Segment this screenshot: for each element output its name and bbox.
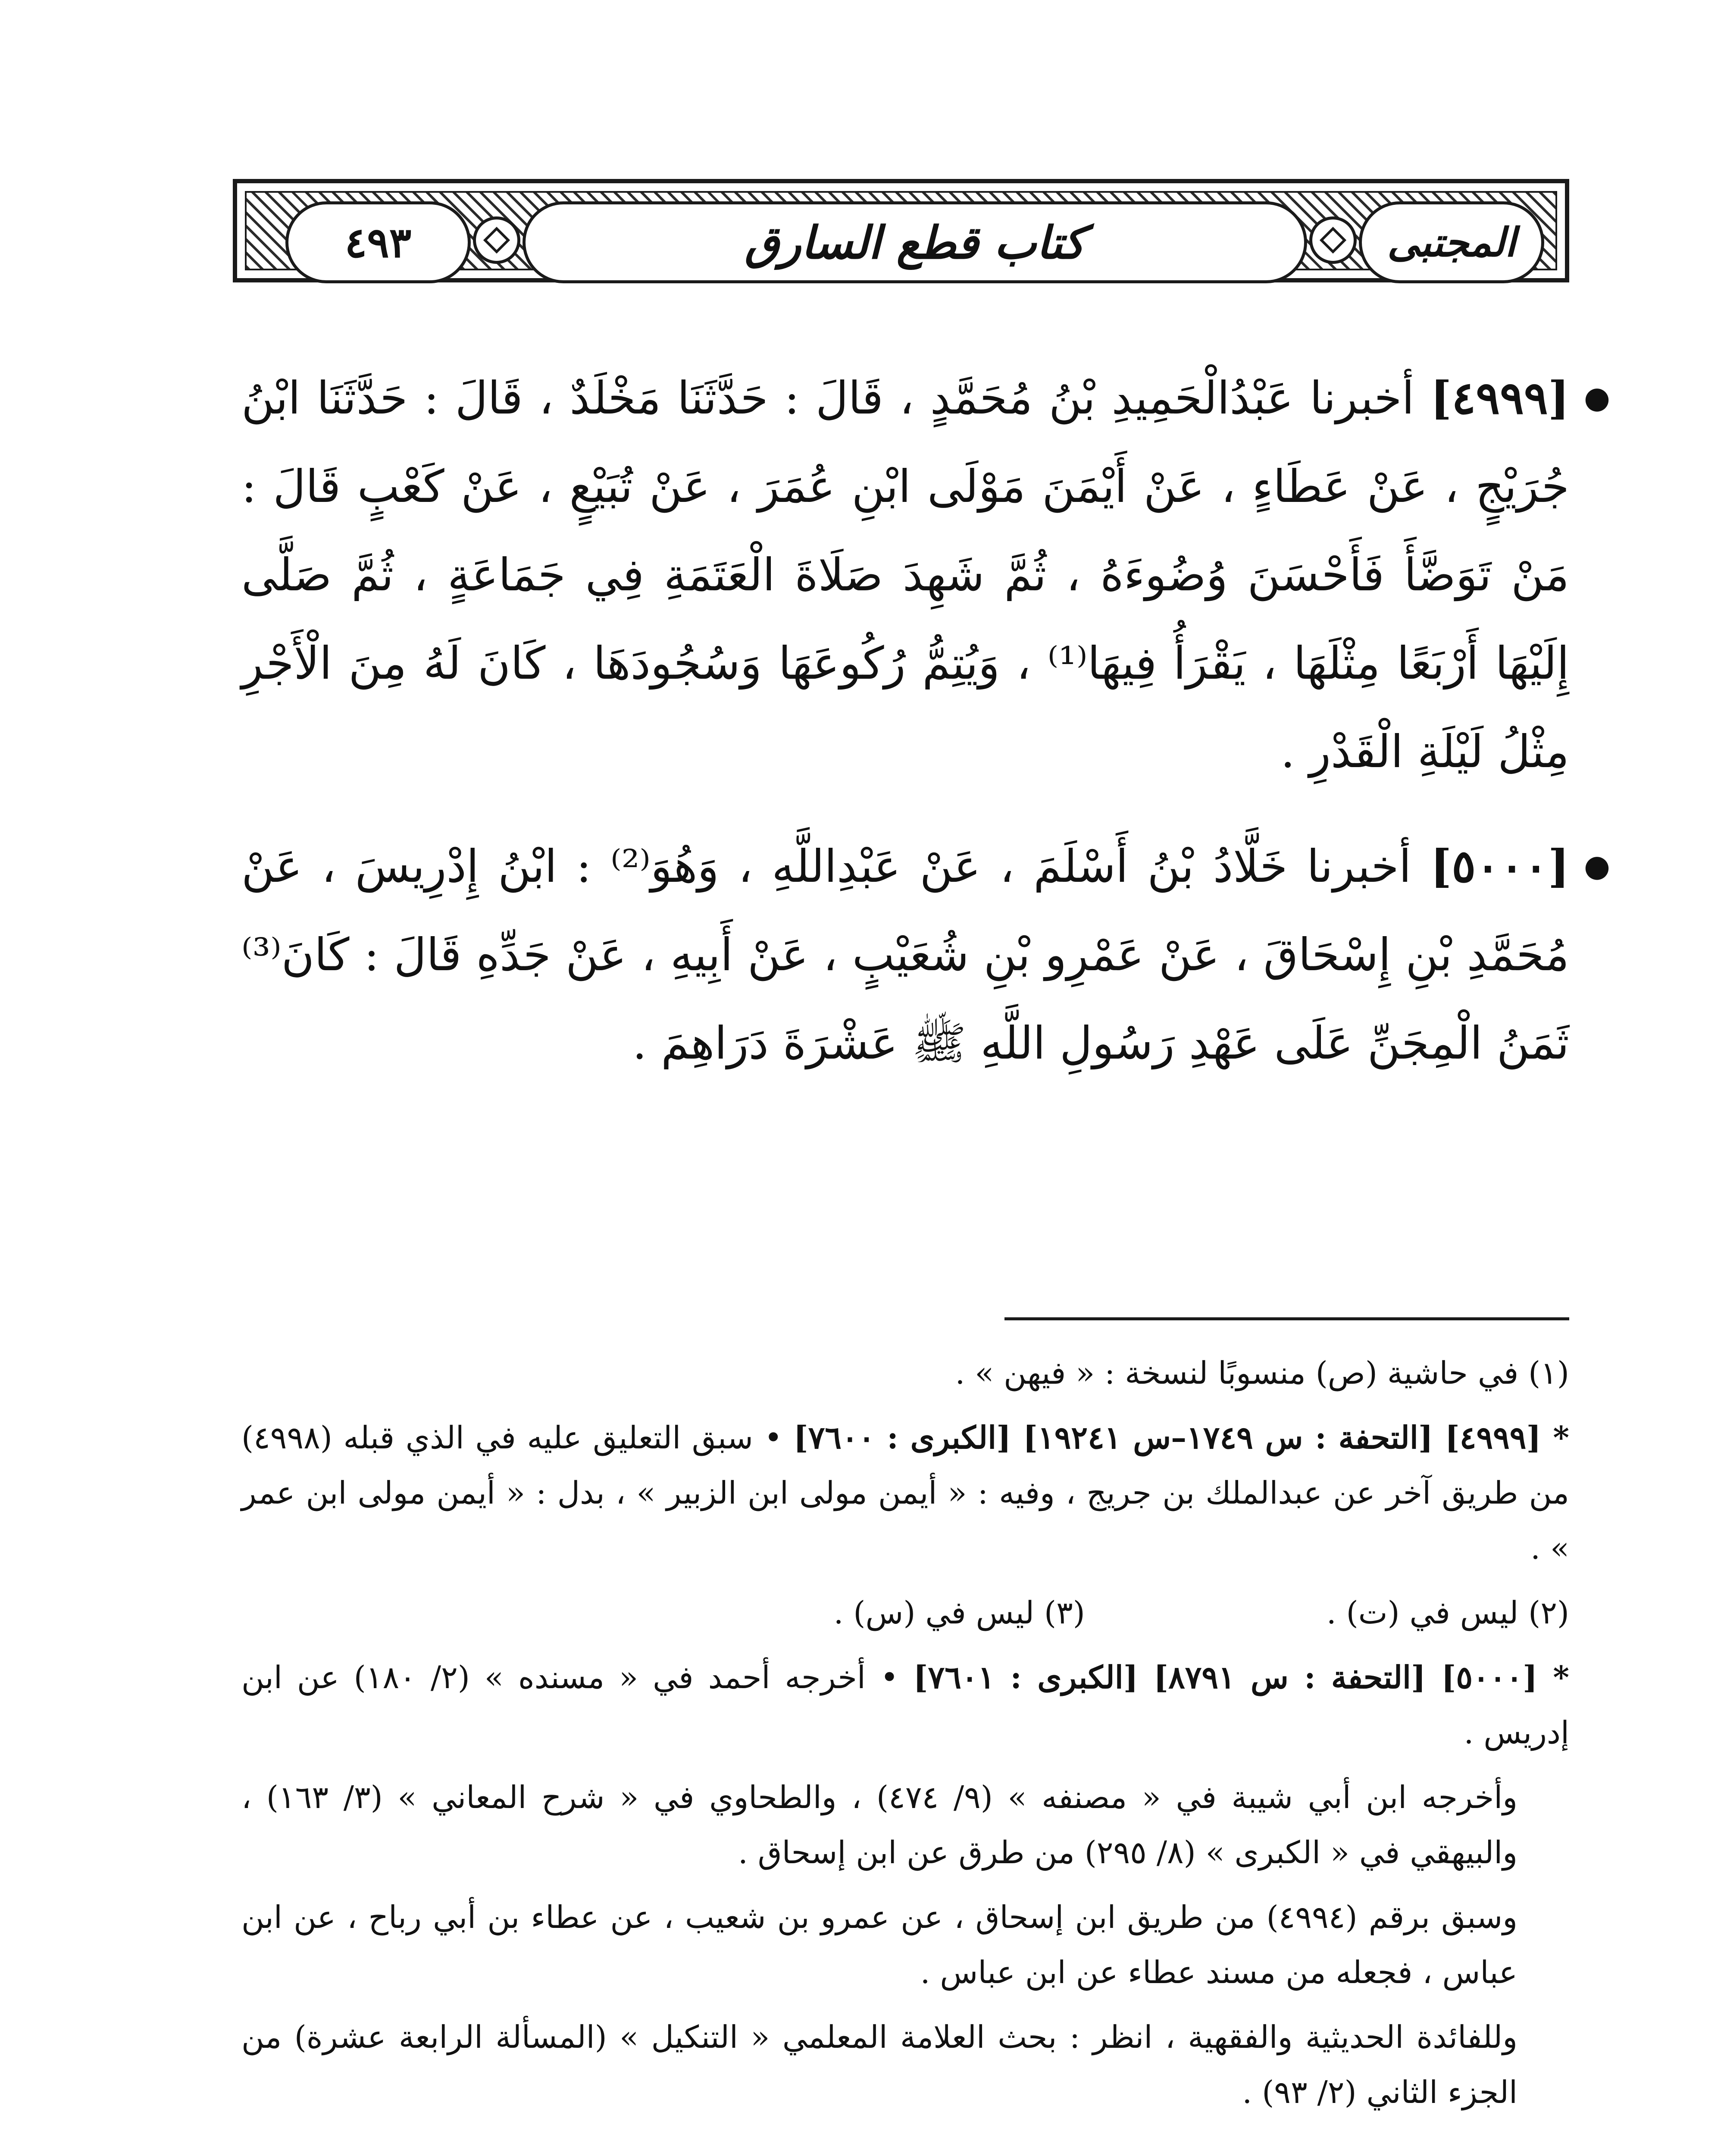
header-knot-ornament	[1309, 216, 1357, 264]
hadith-entry	[241, 354, 1610, 796]
series-logo: المجتبى	[1387, 219, 1516, 266]
commentary-5000	[241, 1650, 1569, 1760]
hadith-entry	[241, 822, 1610, 1087]
commentary-4999	[241, 1410, 1569, 1576]
page-number-cartouche	[285, 201, 471, 283]
page-header	[233, 179, 1569, 282]
footnotes	[241, 1345, 1569, 2120]
commentary-text: • سبق التعليق عليه في الذي قبله (٤٩٩٨) من طريق آخر عن عبدالملك بن جريج ، وفيه : « أيمن مولى ابن الزبير » ، بدل : « أيمن مولى ابن عمر » .	[241, 1420, 1569, 1566]
commentary-ref: * [٥٠٠٠] [التحفة : س ٨٧٩١] [الكبرى : ٧٦٠١]	[913, 1659, 1570, 1695]
commentary-text: • أخرجه أحمد في « مسنده » (٢/ ١٨٠) عن ابن إدريس .	[241, 1659, 1569, 1751]
footnote-pair	[241, 1585, 1569, 1640]
page-number: ٤٩٣	[344, 218, 412, 267]
header-knot-ornament	[473, 216, 520, 264]
hadith-number: [٥٠٠٠]	[1430, 840, 1569, 893]
footnote-3: (٣) ليس في (س) .	[833, 1595, 1085, 1631]
footnote-1: (١) في حاشية (ص) منسوبًا لنسخة : « فيهن » .	[955, 1355, 1569, 1391]
series-logo-cartouche	[1359, 201, 1544, 283]
header-ornament	[245, 191, 1557, 270]
commentary-paragraph: وأخرجه ابن أبي شيبة في « مصنفه » (٩/ ٤٧٤) ، والطحاوي في « شرح المعاني » (٣/ ١٦٣) ، والبيهقي في « الكبرى » (٨/ ٢٩٥) من طرق عن ابن إسحاق .	[241, 1779, 1517, 1871]
commentary-ref: * [٤٩٩٩] [التحفة : س ١٧٤٩–س ١٩٢٤١] [الكبرى : ٧٦٠٠]	[793, 1419, 1569, 1456]
bullet-icon: ●	[1583, 380, 1610, 415]
footnote-separator	[1004, 1317, 1569, 1320]
commentary-paragraph: وسبق برقم (٤٩٩٤) من طريق ابن إسحاق ، عن عمرو بن شعيب ، عن عطاء بن أبي رباح ، عن ابن عباس ، فجعله من مسند عطاء عن ابن عباس .	[241, 1899, 1517, 1990]
bullet-icon: ●	[1583, 848, 1610, 884]
hadith-text: أخبرنا عَبْدُالْحَمِيدِ بْنُ مُحَمَّدٍ ، قَالَ : حَدَّثَنَا مَخْلَدٌ ، قَالَ : حَدَّثَنَا ابْنُ جُرَيْجٍ ، عَنْ عَطَاءٍ ، عَنْ أَيْمَنَ مَوْلَى ابْنِ عُمَرَ ، عَنْ تُبَيْعٍ ، عَنْ كَعْبٍ قَالَ : مَنْ تَوَضَّأَ فَأَحْسَنَ وُضُوءَهُ ، ثُمَّ شَهِدَ صَلَاةَ الْعَتَمَةِ فِي جَمَاعَةٍ ، ثُمَّ صَلَّى إِلَيْهَا أَرْبَعًا مِثْلَهَا ، يَقْرَأُ فِيهَا⁽¹⁾ ، وَيُتِمُّ رُكُوعَهَا وَسُجُودَهَا ، كَانَ لَهُ مِنَ الْأَجْرِ مِثْلُ لَيْلَةِ الْقَدْرِ .	[241, 372, 1569, 778]
hadith-text: أخبرنا خَلَّادُ بْنُ أَسْلَمَ ، عَنْ عَبْدِاللَّهِ ، وَهُوَ⁽²⁾ : ابْنُ إِدْرِيسَ ، عَنْ مُحَمَّدِ بْنِ إِسْحَاقَ ، عَنْ عَمْرِو بْنِ شُعَيْبٍ ، عَنْ أَبِيهِ ، عَنْ جَدِّهِ قَالَ : كَانَ⁽³⁾ ثَمَنُ الْمِجَنِّ عَلَى عَهْدِ رَسُولِ اللَّهِ ﷺ عَشْرَةَ دَرَاهِمَ .	[241, 840, 1569, 1069]
book-title-cartouche	[523, 201, 1307, 283]
main-text	[241, 354, 1610, 1113]
footnote-2: (٢) ليس في (ت) .	[1326, 1595, 1569, 1631]
commentary-paragraph: وللفائدة الحديثية والفقهية ، انظر : بحث العلامة المعلمي « التنكيل » (المسألة الرابعة عشرة) من الجزء الثاني (٢/ ٩٣) .	[241, 2019, 1517, 2110]
hadith-number: [٤٩٩٩]	[1430, 371, 1569, 424]
book-title: كتاب قطع السارق	[745, 216, 1085, 269]
